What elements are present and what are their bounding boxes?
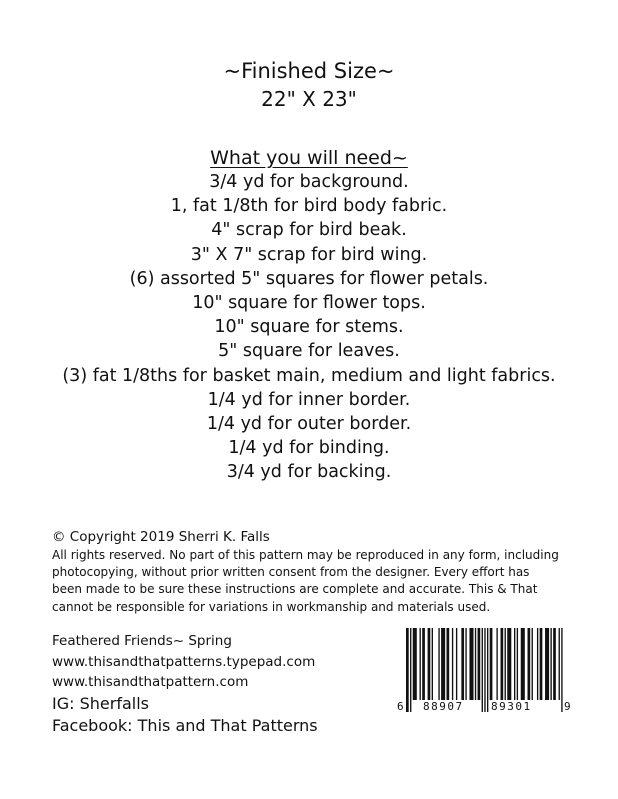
- rights-line: All rights reserved. No part of this pattern may be reproduced in any form, including: [52, 548, 559, 562]
- material-item: 5" square for leaves.: [218, 341, 400, 362]
- finished-size-title: ~Finished Size~: [223, 59, 395, 83]
- barcode-bar: [482, 628, 483, 712]
- material-item: 10" square for flower tops.: [192, 293, 426, 314]
- barcode-bar: [505, 628, 506, 700]
- barcode-bar: [422, 628, 425, 700]
- material-item: 1/4 yd for inner border.: [207, 389, 411, 410]
- barcode-bar: [456, 628, 457, 700]
- barcode-bar: [545, 628, 549, 700]
- barcode-bar: [514, 628, 515, 700]
- barcode-bar: [452, 628, 453, 700]
- barcode-bar: [487, 628, 488, 712]
- contact-info: [52, 631, 382, 738]
- barcode-bar: [550, 628, 551, 700]
- finished-size-value: 22" X 23": [261, 87, 357, 111]
- website-link-1[interactable]: www.thisandthatpatterns.typepad.com: [52, 653, 316, 670]
- barcode-bar: [532, 628, 533, 700]
- material-item: (6) assorted 5" squares for flower petals.: [129, 268, 489, 289]
- barcode-bar: [537, 628, 538, 700]
- barcode-bar: [478, 628, 481, 700]
- barcode-bar: [507, 628, 511, 700]
- barcode-bar: [496, 628, 497, 700]
- barcode-bar: [406, 628, 409, 712]
- barcode-bar: [469, 628, 473, 700]
- rights-line: cannot be responsible for variations in workmanship and materials used.: [52, 599, 491, 614]
- pattern-name: Feathered Friends~ Spring: [52, 633, 232, 649]
- materials-heading: [0, 145, 618, 171]
- copyright-block: [52, 528, 582, 616]
- barcode-bar: [413, 628, 417, 700]
- barcode-bar: [528, 628, 531, 700]
- barcode-bar: [465, 628, 466, 700]
- upc-barcode: [396, 628, 574, 714]
- barcode-bar: [484, 628, 485, 712]
- barcode-bar: [475, 628, 476, 700]
- barcode-group-left: 88907: [423, 700, 464, 713]
- barcode-bar: [517, 628, 518, 700]
- materials-list: [0, 170, 618, 485]
- rights-notice: [52, 547, 582, 616]
- material-item: 3" X 7" scrap for bird wing.: [190, 244, 428, 265]
- barcode-bar: [553, 628, 556, 700]
- barcode-bar: [559, 628, 560, 700]
- rights-line: photocopying, without prior written consent from the designer. Every effort has: [52, 565, 530, 580]
- barcode-bar: [420, 628, 421, 700]
- website-link-2[interactable]: www.thisandthatpattern.com: [52, 674, 249, 690]
- barcode-bar: [501, 628, 504, 700]
- material-item: 3/4 yd for background.: [209, 172, 409, 192]
- barcode-group-right: 89301: [491, 700, 532, 713]
- barcode-bar: [540, 628, 543, 700]
- barcode-digit-first: 6: [397, 700, 404, 713]
- barcode-bar: [461, 628, 464, 700]
- barcode-bar: [490, 628, 493, 700]
- barcode-bar: [521, 628, 525, 700]
- barcode-bar: [410, 628, 411, 712]
- facebook-page: Facebook: This and That Patterns: [52, 716, 318, 735]
- barcode-bar: [447, 628, 450, 700]
- material-item: 4" scrap for bird beak.: [211, 220, 407, 241]
- barcode-bar: [561, 628, 562, 712]
- material-item: 3/4 yd for backing.: [226, 462, 392, 483]
- barcode-digit-last: 9: [564, 700, 571, 713]
- material-item: 1, fat 1/8th for bird body fabric.: [170, 196, 448, 217]
- material-item: 10" square for stems.: [214, 317, 404, 338]
- rights-line: been made to be sure these instructions are complete and accurate. This & That: [52, 582, 538, 597]
- barcode-bar: [432, 628, 433, 700]
- material-item: 1/4 yd for outer border.: [206, 414, 412, 435]
- copyright-line: © Copyright 2019 Sherri K. Falls: [52, 529, 270, 545]
- material-item: 1/4 yd for binding.: [228, 438, 390, 459]
- materials-heading-text: What you will need~: [210, 147, 408, 169]
- barcode-bar: [438, 628, 439, 700]
- material-item: (3) fat 1/8ths for basket main, medium and light fabrics.: [62, 365, 556, 386]
- barcode-bar: [441, 628, 445, 700]
- barcode-bar: [428, 628, 431, 700]
- instagram-handle: IG: Sherfalls: [52, 693, 149, 713]
